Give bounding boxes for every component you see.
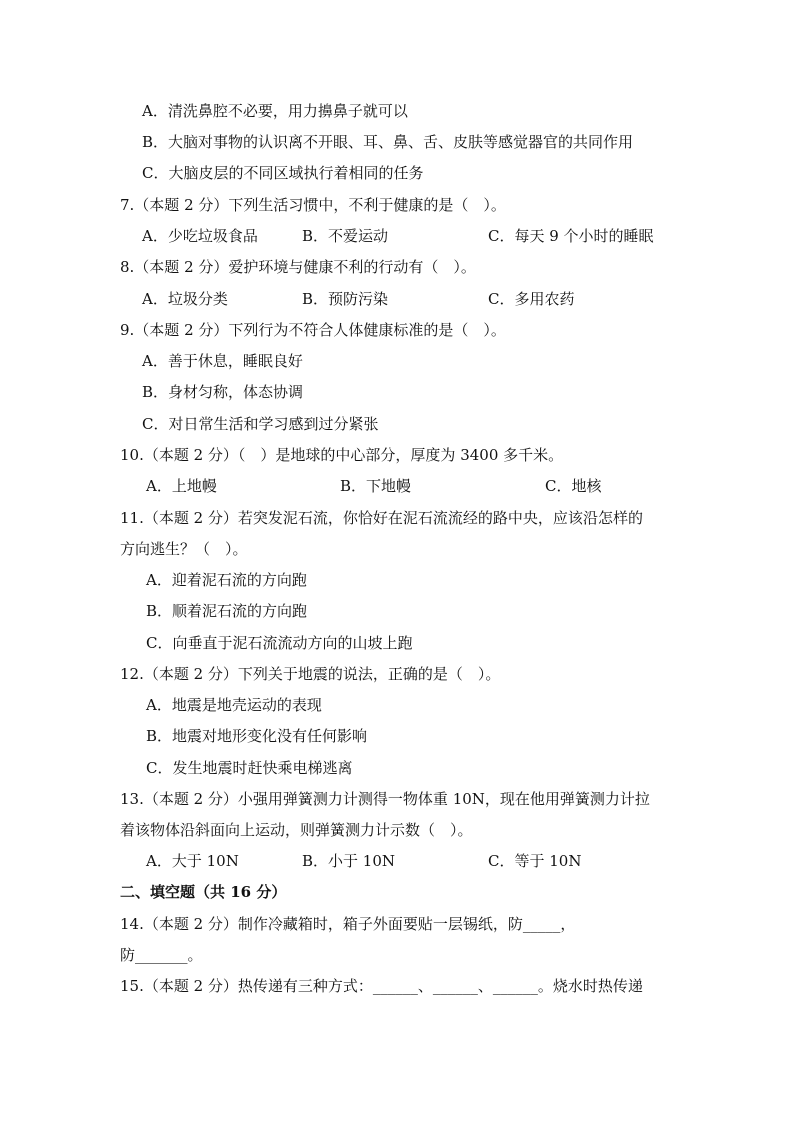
q14-line2: 防_______。 — [120, 946, 203, 964]
q10-option-b: B．下地幔 — [340, 477, 412, 495]
q6-option-a: A．清洗鼻腔不必要，用力擤鼻子就可以 — [142, 102, 408, 120]
q8-option-a: A．垃圾分类 — [142, 290, 228, 308]
q11-stem-line1: 11.（本题 2 分）若突发泥石流，你恰好在泥石流流经的路中央，应该沿怎样的 — [120, 509, 643, 527]
q11-option-a: A．迎着泥石流的方向跑 — [146, 571, 307, 589]
q11-option-c: C．向垂直于泥石流流动方向的山坡上跑 — [146, 634, 413, 652]
q8-stem: 8.（本题 2 分）爱护环境与健康不利的行动有（ ）。 — [120, 258, 476, 276]
q10-options-row — [0, 474, 794, 498]
q13-option-c: C．等于 10N — [488, 852, 582, 870]
q10-stem: 10.（本题 2 分）（ ）是地球的中心部分，厚度为 3400 多千米。 — [120, 446, 564, 464]
q11-stem-line2: 方向逃生？（ ）。 — [120, 540, 248, 558]
q9-option-c: C．对日常生活和学习感到过分紧张 — [142, 415, 379, 433]
q7-option-b: B．不爱运动 — [302, 227, 389, 245]
q12-stem: 12.（本题 2 分）下列关于地震的说法，正确的是（ ）。 — [120, 665, 501, 683]
q7-options-row — [0, 224, 794, 248]
q9-stem: 9.（本题 2 分）下列行为不符合人体健康标准的是（ ）。 — [120, 321, 506, 339]
q7-option-a: A．少吃垃圾食品 — [142, 227, 258, 245]
q7-option-c: C．每天 9 个小时的睡眠 — [488, 227, 654, 245]
q13-stem-line1: 13.（本题 2 分）小强用弹簧测力计测得一物体重 10N，现在他用弹簧测力计拉 — [120, 790, 650, 808]
q13-option-b: B．小于 10N — [302, 852, 396, 870]
q13-option-a: A．大于 10N — [146, 852, 239, 870]
q14-line1: 14.（本题 2 分）制作冷藏箱时，箱子外面要贴一层锡纸，防_____， — [120, 915, 576, 933]
q11-option-b: B．顺着泥石流的方向跑 — [146, 602, 308, 620]
q9-option-b: B．身材匀称，体态协调 — [142, 383, 304, 401]
q10-option-a: A．上地幔 — [146, 477, 217, 495]
q9-option-a: A．善于休息，睡眠良好 — [142, 352, 303, 370]
q8-options-row — [0, 287, 794, 311]
q6-option-b: B．大脑对事物的认识离不开眼、耳、鼻、舌、皮肤等感觉器官的共同作用 — [142, 133, 634, 151]
q15-line1: 15.（本题 2 分）热传递有三种方式：______、______、______。烧水时热传递 — [120, 977, 643, 995]
section-2-heading: 二、填空题（共 16 分） — [120, 883, 287, 901]
q10-option-c: C．地核 — [545, 477, 602, 495]
q13-options-row — [0, 849, 794, 873]
q6-option-c: C．大脑皮层的不同区域执行着相同的任务 — [142, 164, 424, 182]
q12-option-b: B．地震对地形变化没有任何影响 — [146, 727, 368, 745]
q12-option-c: C．发生地震时赶快乘电梯逃离 — [146, 759, 353, 777]
q8-option-b: B．预防污染 — [302, 290, 389, 308]
q13-stem-line2: 着该物体沿斜面向上运动，则弹簧测力计示数（ ）。 — [120, 821, 473, 839]
q8-option-c: C．多用农药 — [488, 290, 575, 308]
q12-option-a: A．地震是地壳运动的表现 — [146, 696, 322, 714]
q7-stem: 7.（本题 2 分）下列生活习惯中，不利于健康的是（ ）。 — [120, 196, 506, 214]
